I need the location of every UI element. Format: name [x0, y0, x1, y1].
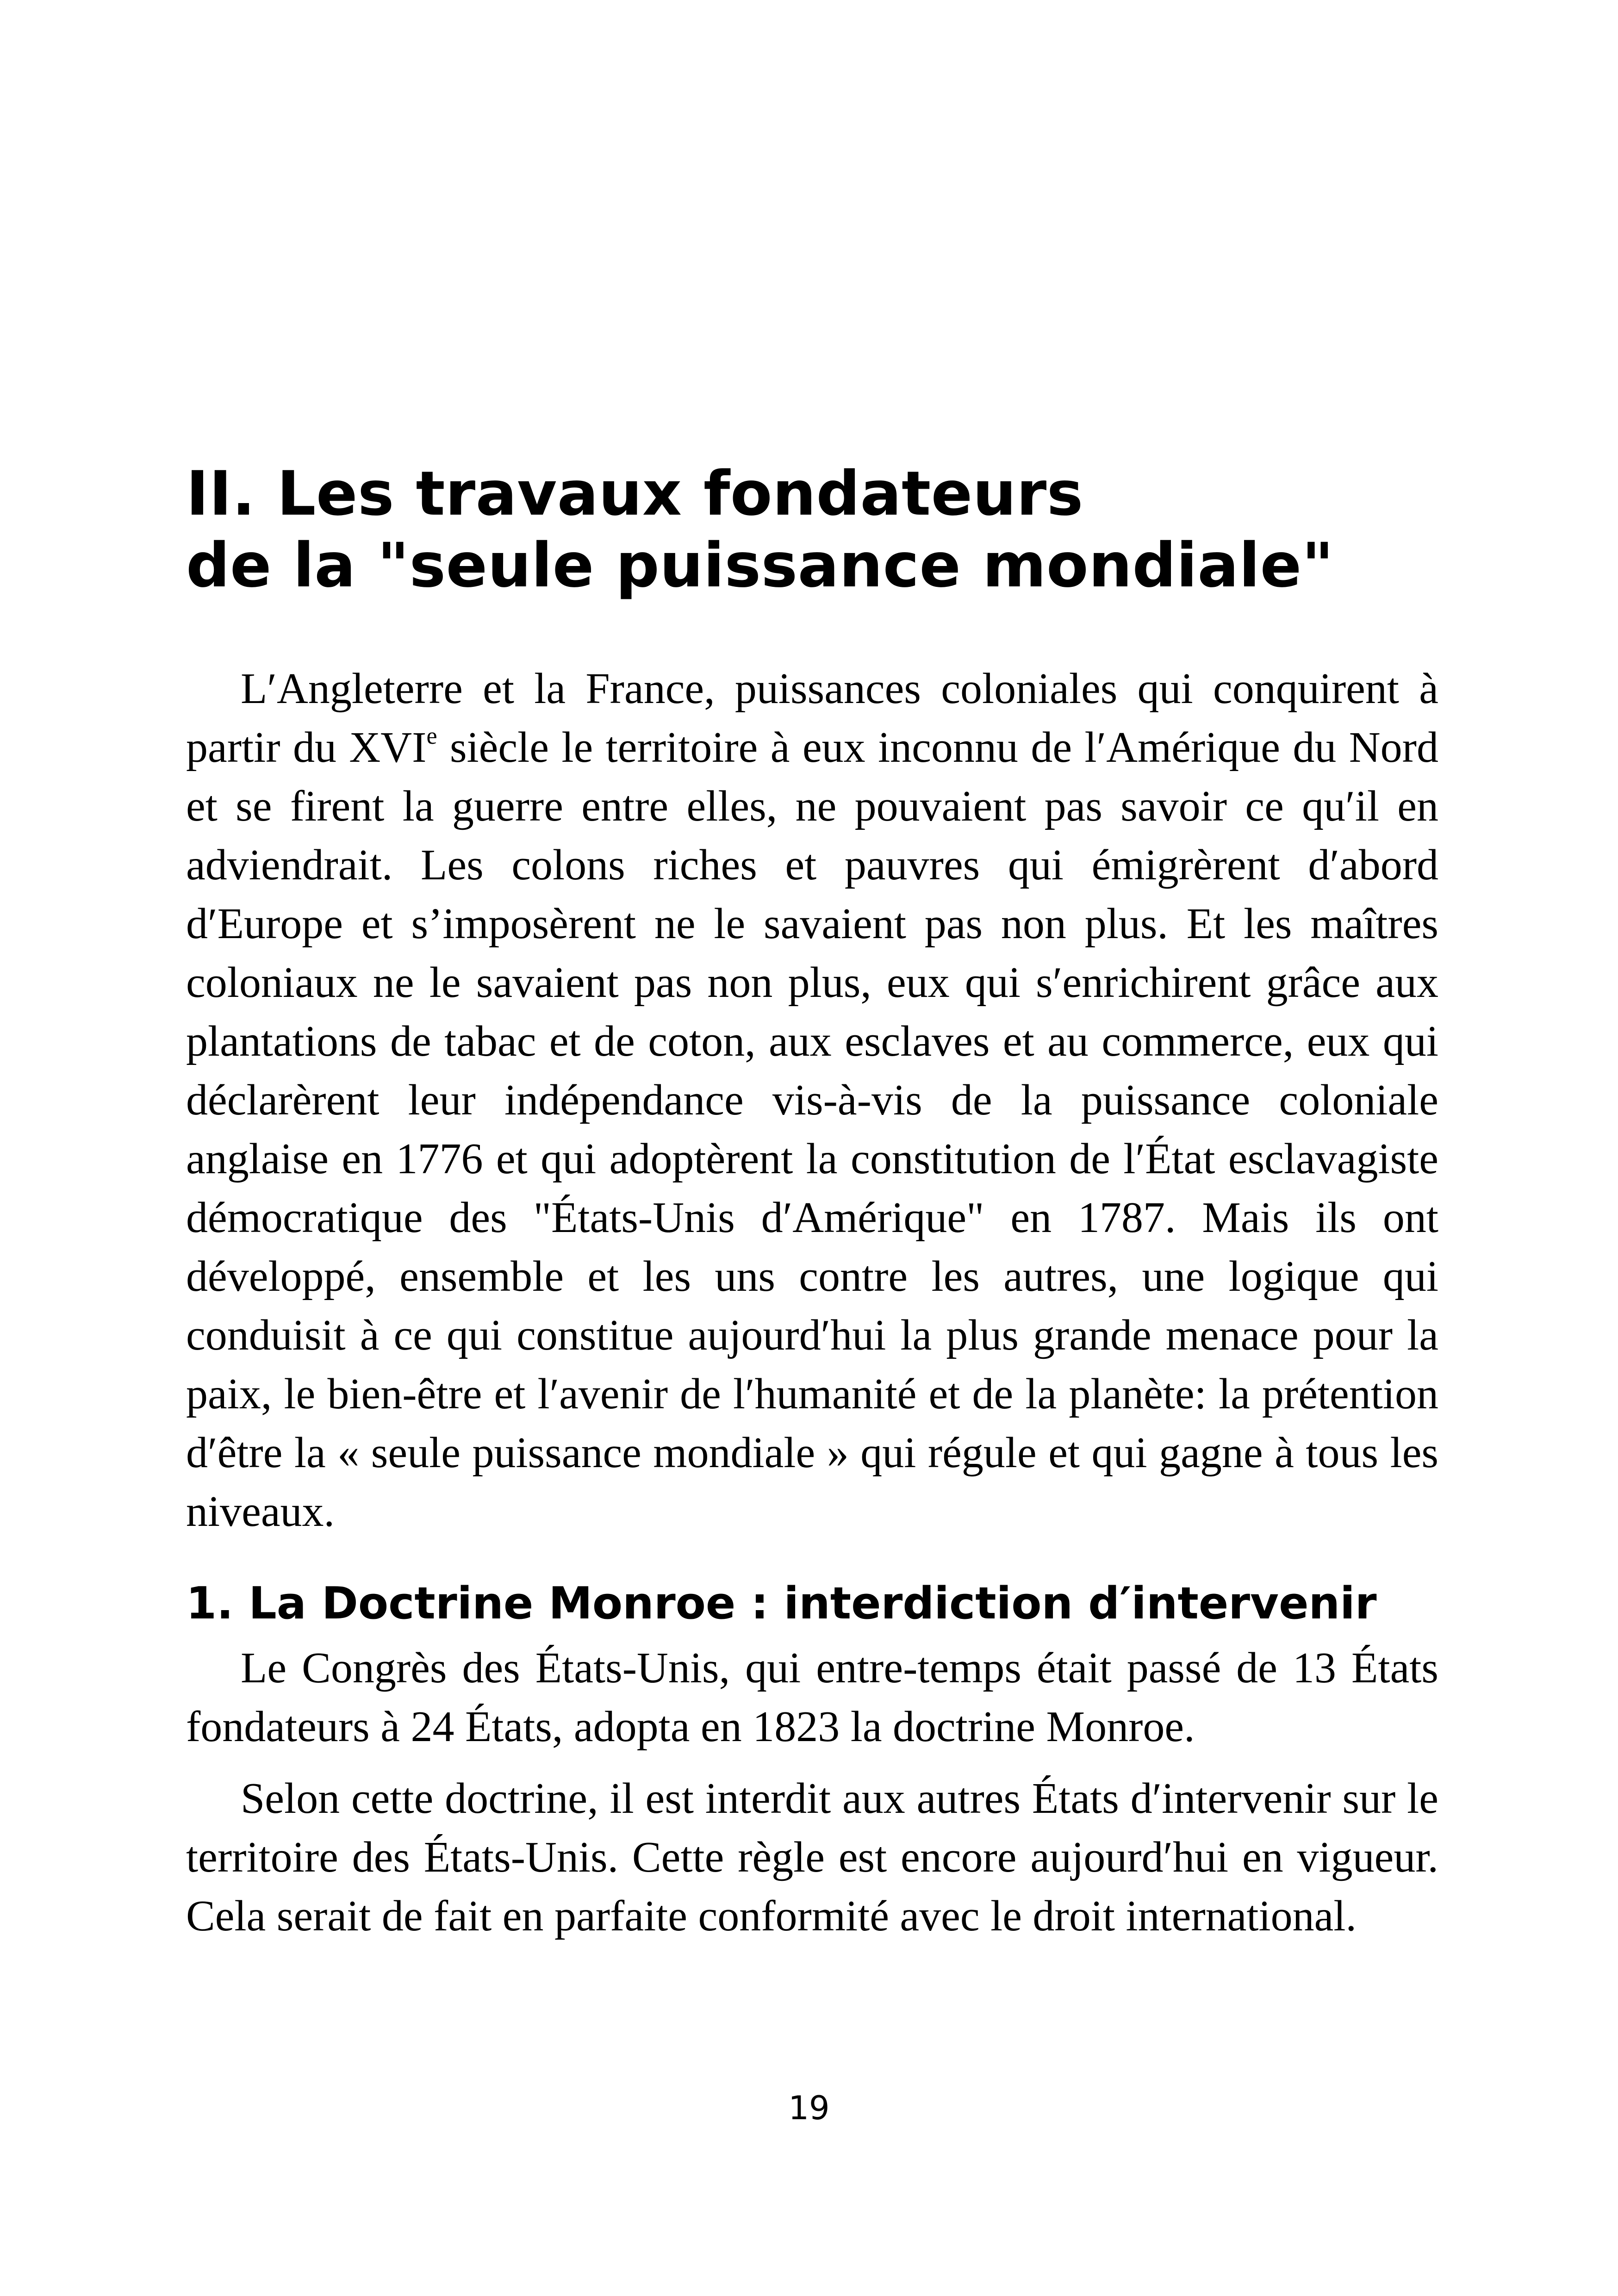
chapter-title-line-1: II. Les travaux fondateurs — [186, 458, 1083, 529]
chapter-title — [186, 458, 1438, 602]
century-superscript: e — [426, 723, 437, 749]
intro-text-start: L′Angleterre et la France, puissances coloniales qui conquirent à partir du XVI — [186, 665, 1438, 772]
page-number: 19 — [788, 2089, 830, 2127]
section-paragraph: Le Congrès des États-Unis, qui entre-temps était passé de 13 États fondateurs à 24 États, adopta en 1823 la doctrine Monroe. — [186, 1644, 1438, 1751]
section-paragraph: Selon cette doctrine, il est interdit aux autres États d′intervenir sur le territoire des États-Unis. Cette règle est encore aujourd′hui en vigueur. Cela serait de fait en parfaite conformité avec le droit international. — [186, 1774, 1438, 1940]
section-title: 1. La Doctrine Monroe : interdiction d′intervenir — [186, 1578, 1377, 1629]
chapter-title-line-2: de la "seule puissance mondiale" — [186, 530, 1334, 601]
intro-text-end: siècle le territoire à eux inconnu de l′Amérique du Nord et se firent la guerre entre elles, ne pouvaient pas savoir ce qu′il en adviendrait. Les colons riches et pauvres qui émigrèrent d′abord d′Europe et s’imposèrent ne le savaient pas non plus. Et les maîtres coloniaux ne le savaient pas non plus, eux qui s′enrichirent grâce aux plantations de tabac et de coton, aux esclaves et au commerce, eux qui déclarèrent leur indépendance vis-à-vis de la puissance coloniale anglaise en 1776 et qui adoptèrent la constitution de l′État esclavagiste démocratique des "États-Unis d′Amérique" en 1787. Mais ils ont développé, ensemble et les uns contre les autres, une logique qui conduisit à ce qui constitue aujourd′hui la plus grande menace pour la paix, le bien-être et l′avenir de l′humanité et de la planète: la prétention d′être la « seule puissance mondiale » qui régule et qui gagne à tous les niveaux. — [186, 723, 1438, 1536]
intro-paragraph — [186, 660, 1438, 1541]
page-content — [186, 458, 1438, 1946]
